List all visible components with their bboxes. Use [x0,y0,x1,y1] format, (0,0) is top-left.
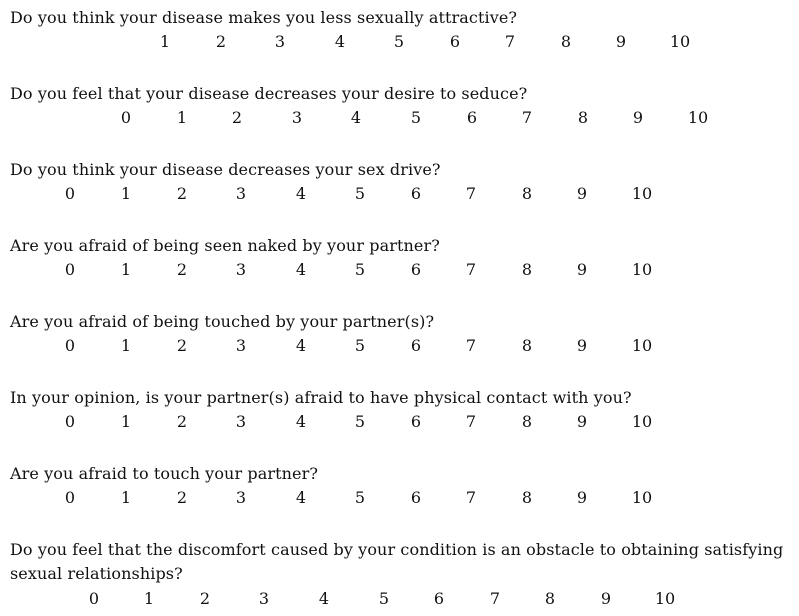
scale-option: 3 [274,32,286,51]
scale-option: 7 [521,108,533,127]
scale-option: 6 [410,184,422,203]
scale-option: 6 [410,336,422,355]
scale-option: 3 [235,336,247,355]
scale-option: 9 [576,184,588,203]
scale-option: 5 [354,184,366,203]
scale-option: 1 [176,108,188,127]
scale-option: 9 [600,589,612,608]
question-3-text: Do you think your disease decreases your sex drive? [10,160,441,179]
scale-option: 4 [295,336,307,355]
scale-option: 7 [465,260,477,279]
scale-option: 2 [176,488,188,507]
scale-option: 1 [159,32,171,51]
scale-option: 5 [354,336,366,355]
question-4-text: Are you afraid of being seen naked by your partner? [10,236,440,255]
scale-option: 9 [632,108,644,127]
scale-option: 4 [350,108,362,127]
scale-option: 3 [235,488,247,507]
question-7-text: Are you afraid to touch your partner? [10,464,319,483]
scale-option: 3 [235,184,247,203]
scale-option: 9 [576,260,588,279]
scale-option: 10 [631,336,653,355]
question-6-text: In your opinion, is your partner(s) afraid to have physical contact with you? [10,388,632,407]
scale-option: 7 [465,412,477,431]
scale-option: 10 [631,184,653,203]
scale-option: 6 [410,412,422,431]
scale-option: 4 [295,184,307,203]
scale-option: 1 [120,488,132,507]
scale-option: 9 [576,488,588,507]
scale-option: 0 [88,589,100,608]
scale-option: 8 [560,32,572,51]
scale-option: 8 [521,260,533,279]
scale-option: 6 [449,32,461,51]
scale-option: 0 [64,184,76,203]
scale-option: 5 [378,589,390,608]
scale-option: 5 [354,260,366,279]
question-5-text: Are you afraid of being touched by your partner(s)? [10,312,435,331]
scale-option: 7 [489,589,501,608]
scale-option: 6 [466,108,478,127]
scale-option: 3 [258,589,270,608]
scale-option: 10 [631,260,653,279]
scale-option: 8 [521,336,533,355]
scale-option: 7 [465,184,477,203]
question-1-text: Do you think your disease makes you less sexually attractive? [10,8,518,27]
scale-option: 5 [354,412,366,431]
scale-option: 5 [410,108,422,127]
scale-option: 4 [318,589,330,608]
scale-option: 8 [521,412,533,431]
scale-option: 1 [120,336,132,355]
scale-option: 9 [576,336,588,355]
scale-option: 2 [231,108,243,127]
scale-option: 5 [393,32,405,51]
scale-option: 0 [64,488,76,507]
scale-option: 6 [410,488,422,507]
scale-option: 10 [687,108,709,127]
scale-option: 10 [669,32,691,51]
scale-option: 3 [235,260,247,279]
scale-option: 4 [295,488,307,507]
question-2-text: Do you feel that your disease decreases your desire to seduce? [10,84,528,103]
scale-option: 9 [615,32,627,51]
scale-option: 4 [295,412,307,431]
scale-option: 4 [295,260,307,279]
scale-option: 8 [577,108,589,127]
scale-option: 0 [64,260,76,279]
scale-option: 7 [465,488,477,507]
scale-option: 8 [521,184,533,203]
scale-option: 1 [120,260,132,279]
scale-option: 2 [215,32,227,51]
scale-option: 10 [631,488,653,507]
scale-option: 5 [354,488,366,507]
scale-option: 9 [576,412,588,431]
scale-option: 10 [654,589,676,608]
scale-option: 1 [143,589,155,608]
scale-option: 2 [176,336,188,355]
scale-option: 1 [120,412,132,431]
question-8-text: Do you feel that the discomfort caused by your condition is an obstacle to obtaining satisfying sexual relationships? [10,540,784,583]
scale-option: 8 [544,589,556,608]
scale-option: 3 [291,108,303,127]
scale-option: 0 [64,412,76,431]
scale-option: 0 [64,336,76,355]
scale-option: 3 [235,412,247,431]
scale-option: 6 [433,589,445,608]
scale-option: 2 [176,260,188,279]
scale-option: 10 [631,412,653,431]
scale-option: 0 [120,108,132,127]
scale-option: 8 [521,488,533,507]
scale-option: 4 [334,32,346,51]
scale-option: 2 [176,412,188,431]
scale-option: 7 [465,336,477,355]
scale-option: 2 [176,184,188,203]
scale-option: 2 [199,589,211,608]
scale-option: 6 [410,260,422,279]
scale-option: 7 [504,32,516,51]
scale-option: 1 [120,184,132,203]
